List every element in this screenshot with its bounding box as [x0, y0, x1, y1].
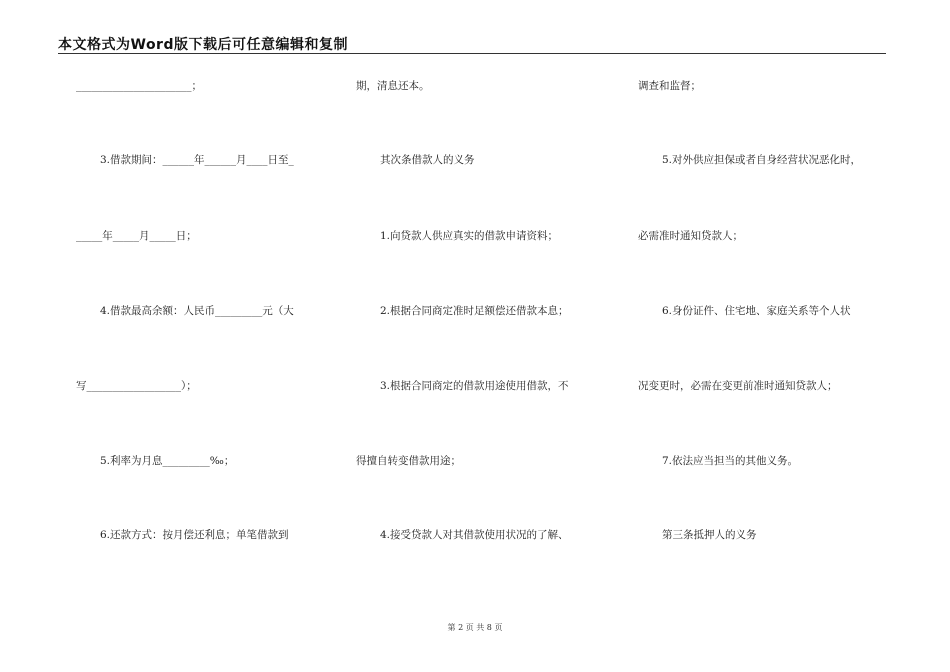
column-2-line-3: 1.向贷款人供应真实的借款申请资料； — [380, 230, 559, 242]
column-2-line-4: 2.根据合同商定准时足额偿还借款本息； — [380, 305, 569, 317]
column-3-line-1: 调查和监督； — [638, 80, 701, 92]
page-number-footer: 第 2 页 共 8 页 — [447, 623, 503, 632]
column-2-line-2: 其次条借款人的义务 — [380, 154, 475, 166]
column-2-line-1: 期，清息还本。 — [356, 80, 430, 92]
header-divider — [58, 53, 886, 54]
column-3-line-7: 第三条抵押人的义务 — [662, 529, 757, 541]
column-2-line-7: 4.接受贷款人对其借款使用状况的了解、 — [380, 529, 569, 541]
column-3-line-6: 7.依法应当担当的其他义务。 — [662, 455, 799, 467]
column-2-line-5: 3.根据合同商定的借款用途使用借款，不 — [380, 380, 569, 392]
column-3-line-4: 6.身份证件、住宅地、家庭关系等个人状 — [662, 305, 851, 317]
column-3-line-2: 5.对外供应担保或者自身经营状况恶化时， — [662, 154, 862, 166]
column-1-line-4: 4.借款最高余额：人民币_________元（大 — [100, 305, 294, 317]
column-1-line-3: _____年_____月_____日； — [76, 230, 197, 242]
column-1-line-2: 3.借款期间：______年______月____日至_ — [100, 154, 294, 166]
column-1-line-5: 写__________________）； — [76, 380, 197, 392]
column-1-line-1: ______________________； — [76, 80, 202, 92]
column-3-line-5: 况变更时，必需在变更前准时通知贷款人； — [638, 380, 838, 392]
column-3-line-3: 必需准时通知贷款人； — [638, 230, 743, 242]
column-1-line-6: 5.利率为月息_________‰； — [100, 455, 235, 467]
column-2-line-6: 得擅自转变借款用途； — [356, 455, 461, 467]
column-1-line-7: 6.还款方式：按月偿还利息；单笔借款到 — [100, 529, 289, 541]
page-header-title: 本文格式为Word版下载后可任意编辑和复制 — [58, 37, 348, 53]
